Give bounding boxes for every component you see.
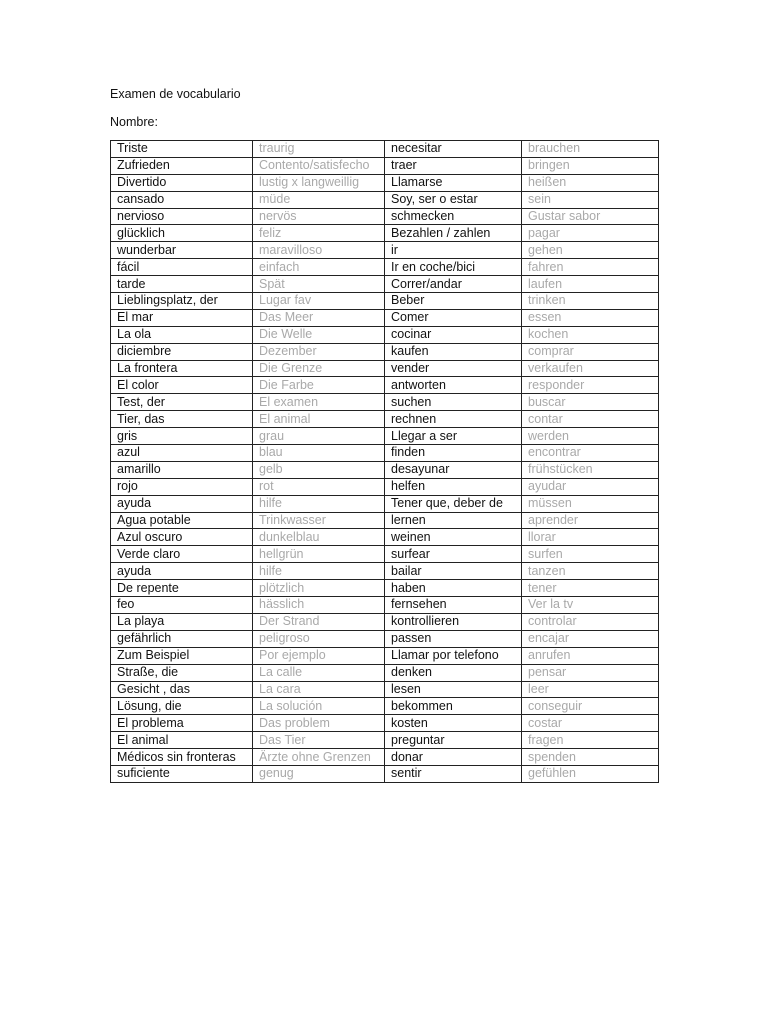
answer-cell: Die Welle (253, 326, 385, 343)
answer-cell: essen (522, 309, 659, 326)
word-cell: lesen (385, 681, 522, 698)
table-row (111, 191, 659, 208)
answer-cell: dunkelblau (253, 529, 385, 546)
table-row (111, 343, 659, 360)
word-cell: tarde (111, 276, 253, 293)
answer-cell: pagar (522, 225, 659, 242)
table-row (111, 141, 659, 158)
answer-cell: müde (253, 191, 385, 208)
answer-cell: La calle (253, 664, 385, 681)
answer-cell: müssen (522, 495, 659, 512)
answer-cell: Die Grenze (253, 360, 385, 377)
answer-cell: encajar (522, 630, 659, 647)
answer-cell: Das Tier (253, 732, 385, 749)
word-cell: Gesicht , das (111, 681, 253, 698)
word-cell: Correr/andar (385, 276, 522, 293)
answer-cell: werden (522, 428, 659, 445)
table-row (111, 411, 659, 428)
table-row (111, 546, 659, 563)
word-cell: denken (385, 664, 522, 681)
word-cell: Llamarse (385, 174, 522, 191)
table-row (111, 428, 659, 445)
word-cell: nervioso (111, 208, 253, 225)
word-cell: Test, der (111, 394, 253, 411)
table-row (111, 478, 659, 495)
table-row (111, 597, 659, 614)
answer-cell: ayudar (522, 478, 659, 495)
word-cell: El mar (111, 309, 253, 326)
answer-cell: bringen (522, 157, 659, 174)
table-row (111, 495, 659, 512)
word-cell: Tier, das (111, 411, 253, 428)
word-cell: amarillo (111, 461, 253, 478)
word-cell: fernsehen (385, 597, 522, 614)
vocabulary-table-body (111, 141, 659, 783)
answer-cell: rot (253, 478, 385, 495)
table-row (111, 208, 659, 225)
answer-cell: Por ejemplo (253, 647, 385, 664)
answer-cell: grau (253, 428, 385, 445)
word-cell: Zum Beispiel (111, 647, 253, 664)
table-row (111, 225, 659, 242)
word-cell: traer (385, 157, 522, 174)
word-cell: Azul oscuro (111, 529, 253, 546)
answer-cell: Die Farbe (253, 377, 385, 394)
word-cell: Soy, ser o estar (385, 191, 522, 208)
word-cell: gris (111, 428, 253, 445)
word-cell: helfen (385, 478, 522, 495)
table-row (111, 580, 659, 597)
answer-cell: brauchen (522, 141, 659, 158)
answer-cell: spenden (522, 749, 659, 766)
answer-cell: controlar (522, 613, 659, 630)
answer-cell: Das problem (253, 715, 385, 732)
answer-cell: tanzen (522, 563, 659, 580)
table-row (111, 242, 659, 259)
word-cell: La frontera (111, 360, 253, 377)
table-row (111, 157, 659, 174)
word-cell: desayunar (385, 461, 522, 478)
answer-cell: pensar (522, 664, 659, 681)
answer-cell: genug (253, 765, 385, 782)
word-cell: schmecken (385, 208, 522, 225)
name-label: Nombre: (110, 115, 158, 129)
table-row (111, 613, 659, 630)
word-cell: Beber (385, 293, 522, 310)
document-title: Examen de vocabulario (110, 87, 241, 101)
word-cell: suchen (385, 394, 522, 411)
word-cell: Ir en coche/bici (385, 259, 522, 276)
word-cell: Agua potable (111, 512, 253, 529)
table-row (111, 276, 659, 293)
word-cell: kontrollieren (385, 613, 522, 630)
word-cell: suficiente (111, 765, 253, 782)
answer-cell: Gustar sabor (522, 208, 659, 225)
answer-cell: laufen (522, 276, 659, 293)
word-cell: kaufen (385, 343, 522, 360)
answer-cell: Trinkwasser (253, 512, 385, 529)
word-cell: rechnen (385, 411, 522, 428)
answer-cell: Spät (253, 276, 385, 293)
answer-cell: La cara (253, 681, 385, 698)
answer-cell: trinken (522, 293, 659, 310)
answer-cell: llorar (522, 529, 659, 546)
answer-cell: fragen (522, 732, 659, 749)
word-cell: bekommen (385, 698, 522, 715)
answer-cell: traurig (253, 141, 385, 158)
answer-cell: anrufen (522, 647, 659, 664)
table-row (111, 630, 659, 647)
word-cell: Divertido (111, 174, 253, 191)
word-cell: glücklich (111, 225, 253, 242)
answer-cell: comprar (522, 343, 659, 360)
word-cell: vender (385, 360, 522, 377)
answer-cell: La solución (253, 698, 385, 715)
word-cell: finden (385, 445, 522, 462)
answer-cell: gefühlen (522, 765, 659, 782)
answer-cell: gehen (522, 242, 659, 259)
answer-cell: Der Strand (253, 613, 385, 630)
answer-cell: contar (522, 411, 659, 428)
table-row (111, 563, 659, 580)
answer-cell: gelb (253, 461, 385, 478)
answer-cell: feliz (253, 225, 385, 242)
word-cell: necesitar (385, 141, 522, 158)
table-row (111, 732, 659, 749)
answer-cell: peligroso (253, 630, 385, 647)
table-row (111, 360, 659, 377)
answer-cell: aprender (522, 512, 659, 529)
table-row (111, 765, 659, 782)
word-cell: La ola (111, 326, 253, 343)
word-cell: fácil (111, 259, 253, 276)
answer-cell: hilfe (253, 495, 385, 512)
word-cell: gefährlich (111, 630, 253, 647)
answer-cell: Lugar fav (253, 293, 385, 310)
answer-cell: blau (253, 445, 385, 462)
answer-cell: Contento/satisfecho (253, 157, 385, 174)
word-cell: Triste (111, 141, 253, 158)
table-row (111, 174, 659, 191)
word-cell: El color (111, 377, 253, 394)
answer-cell: hellgrün (253, 546, 385, 563)
table-row (111, 326, 659, 343)
word-cell: cocinar (385, 326, 522, 343)
vocabulary-table (110, 140, 659, 783)
answer-cell: Ärzte ohne Grenzen (253, 749, 385, 766)
word-cell: La playa (111, 613, 253, 630)
word-cell: lernen (385, 512, 522, 529)
answer-cell: buscar (522, 394, 659, 411)
answer-cell: fahren (522, 259, 659, 276)
word-cell: ayuda (111, 563, 253, 580)
answer-cell: plötzlich (253, 580, 385, 597)
word-cell: El problema (111, 715, 253, 732)
table-row (111, 461, 659, 478)
word-cell: bailar (385, 563, 522, 580)
table-row (111, 698, 659, 715)
word-cell: Lösung, die (111, 698, 253, 715)
word-cell: azul (111, 445, 253, 462)
answer-cell: surfen (522, 546, 659, 563)
word-cell: rojo (111, 478, 253, 495)
answer-cell: sein (522, 191, 659, 208)
answer-cell: tener (522, 580, 659, 597)
word-cell: Bezahlen / zahlen (385, 225, 522, 242)
word-cell: kosten (385, 715, 522, 732)
word-cell: Llegar a ser (385, 428, 522, 445)
word-cell: ayuda (111, 495, 253, 512)
table-row (111, 394, 659, 411)
word-cell: antworten (385, 377, 522, 394)
table-row (111, 512, 659, 529)
word-cell: Tener que, deber de (385, 495, 522, 512)
word-cell: Lieblingsplatz, der (111, 293, 253, 310)
word-cell: feo (111, 597, 253, 614)
word-cell: wunderbar (111, 242, 253, 259)
word-cell: El animal (111, 732, 253, 749)
word-cell: sentir (385, 765, 522, 782)
answer-cell: kochen (522, 326, 659, 343)
word-cell: Zufrieden (111, 157, 253, 174)
word-cell: weinen (385, 529, 522, 546)
table-row (111, 259, 659, 276)
table-row (111, 293, 659, 310)
answer-cell: encontrar (522, 445, 659, 462)
word-cell: Médicos sin fronteras (111, 749, 253, 766)
table-row (111, 445, 659, 462)
word-cell: preguntar (385, 732, 522, 749)
table-row (111, 715, 659, 732)
word-cell: Verde claro (111, 546, 253, 563)
answer-cell: heißen (522, 174, 659, 191)
answer-cell: verkaufen (522, 360, 659, 377)
word-cell: Straße, die (111, 664, 253, 681)
word-cell: ir (385, 242, 522, 259)
answer-cell: hässlich (253, 597, 385, 614)
word-cell: De repente (111, 580, 253, 597)
table-row (111, 647, 659, 664)
table-row (111, 309, 659, 326)
answer-cell: El animal (253, 411, 385, 428)
table-row (111, 664, 659, 681)
word-cell: Llamar por telefono (385, 647, 522, 664)
word-cell: Comer (385, 309, 522, 326)
answer-cell: leer (522, 681, 659, 698)
word-cell: donar (385, 749, 522, 766)
answer-cell: einfach (253, 259, 385, 276)
word-cell: passen (385, 630, 522, 647)
table-row (111, 377, 659, 394)
word-cell: diciembre (111, 343, 253, 360)
table-row (111, 529, 659, 546)
answer-cell: maravilloso (253, 242, 385, 259)
word-cell: surfear (385, 546, 522, 563)
word-cell: cansado (111, 191, 253, 208)
answer-cell: Ver la tv (522, 597, 659, 614)
answer-cell: Das Meer (253, 309, 385, 326)
answer-cell: hilfe (253, 563, 385, 580)
table-row (111, 749, 659, 766)
answer-cell: frühstücken (522, 461, 659, 478)
answer-cell: El examen (253, 394, 385, 411)
word-cell: haben (385, 580, 522, 597)
answer-cell: lustig x langweillig (253, 174, 385, 191)
answer-cell: responder (522, 377, 659, 394)
answer-cell: costar (522, 715, 659, 732)
answer-cell: conseguir (522, 698, 659, 715)
answer-cell: nervös (253, 208, 385, 225)
answer-cell: Dezember (253, 343, 385, 360)
table-row (111, 681, 659, 698)
